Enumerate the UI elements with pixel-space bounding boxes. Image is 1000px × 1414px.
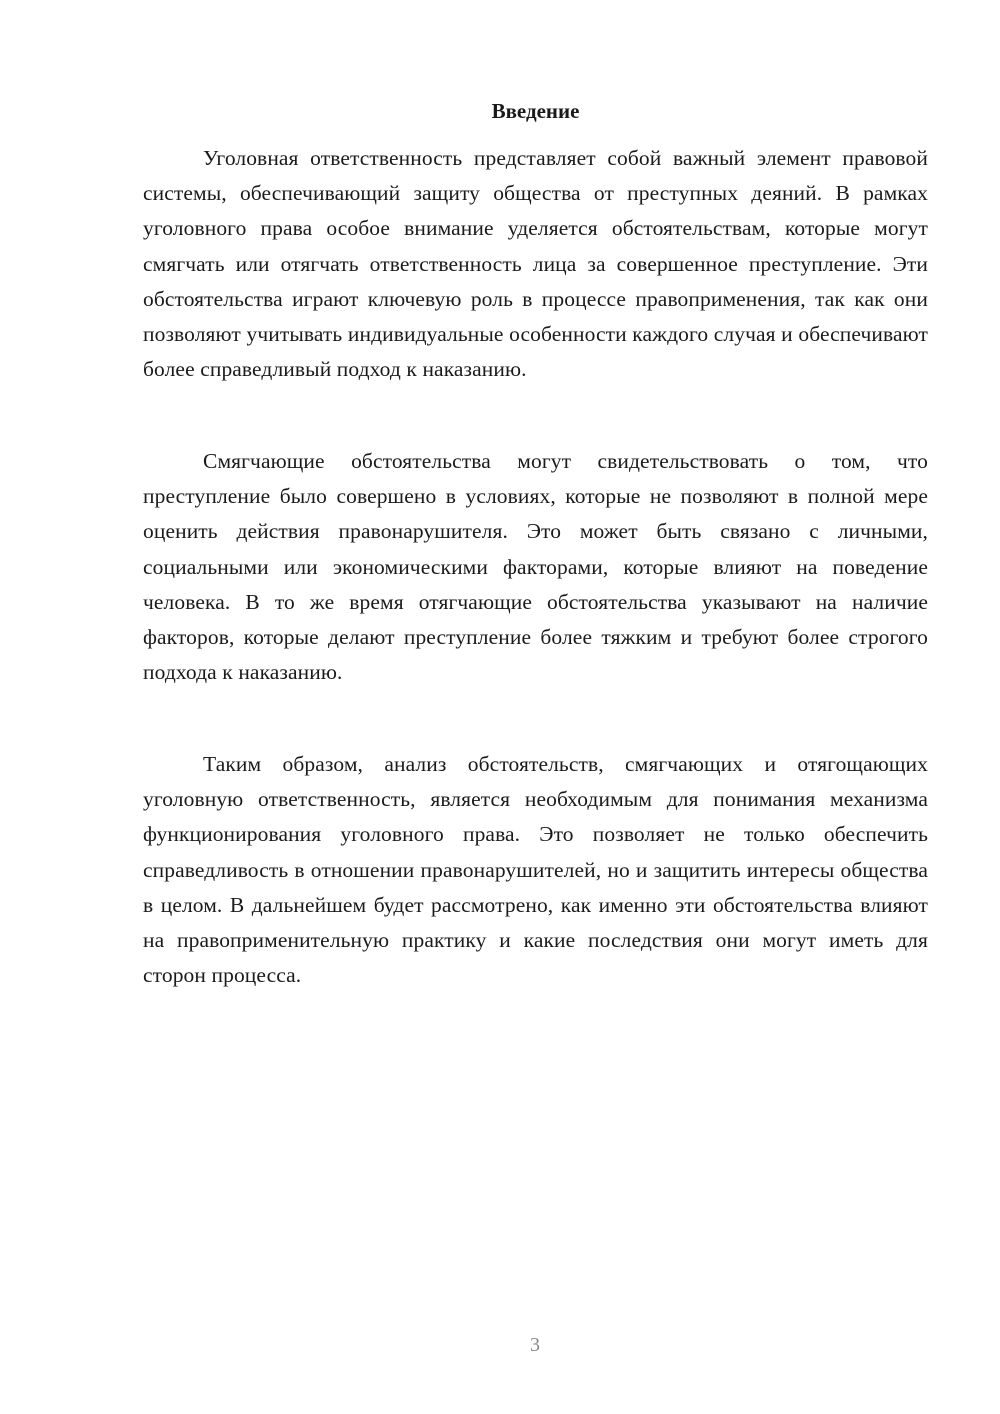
page-number: 3 (530, 1334, 540, 1356)
paragraph-2: Смягчающие обстоятельства могут свидетельствовать о том, что преступление было совершено в условиях, которые не позволяют в полной мере оценить действия правонарушителя. Это может быть связано с личными, социальными или экономическими факторами, которые влияют на поведение человека. В то же время отягчающие обстоятельства указывают на наличие факторов, которые делают преступление более тяжким и требуют более строгого подхода к наказанию. (143, 449, 928, 685)
section-heading: Введение (491, 99, 580, 123)
paragraph-3: Таким образом, анализ обстоятельств, смягчающих и отягощающих уголовную ответственность, является необходимым для понимания механизма функционирования уголовного права. Это позволяет не только обеспечить справедливость в отношении правонарушителей, но и защитить интересы общества в целом. В дальнейшем будет рассмотрено, как именно эти обстоятельства влияют на правоприменительную практику и какие последствия они могут иметь для сторон процесса. (143, 752, 928, 988)
paragraph-1: Уголовная ответственность представляет собой важный элемент правовой системы, обеспечивающий защиту общества от преступных деяний. В рамках уголовного права особое внимание уделяется обстоятельствам, которые могут смягчать или отягчать ответственность лица за совершенное преступление. Эти обстоятельства играют ключевую роль в процессе правоприменения, так как они позволяют учитывать индивидуальные особенности каждого случая и обеспечивают более справедливый подход к наказанию. (143, 146, 928, 382)
